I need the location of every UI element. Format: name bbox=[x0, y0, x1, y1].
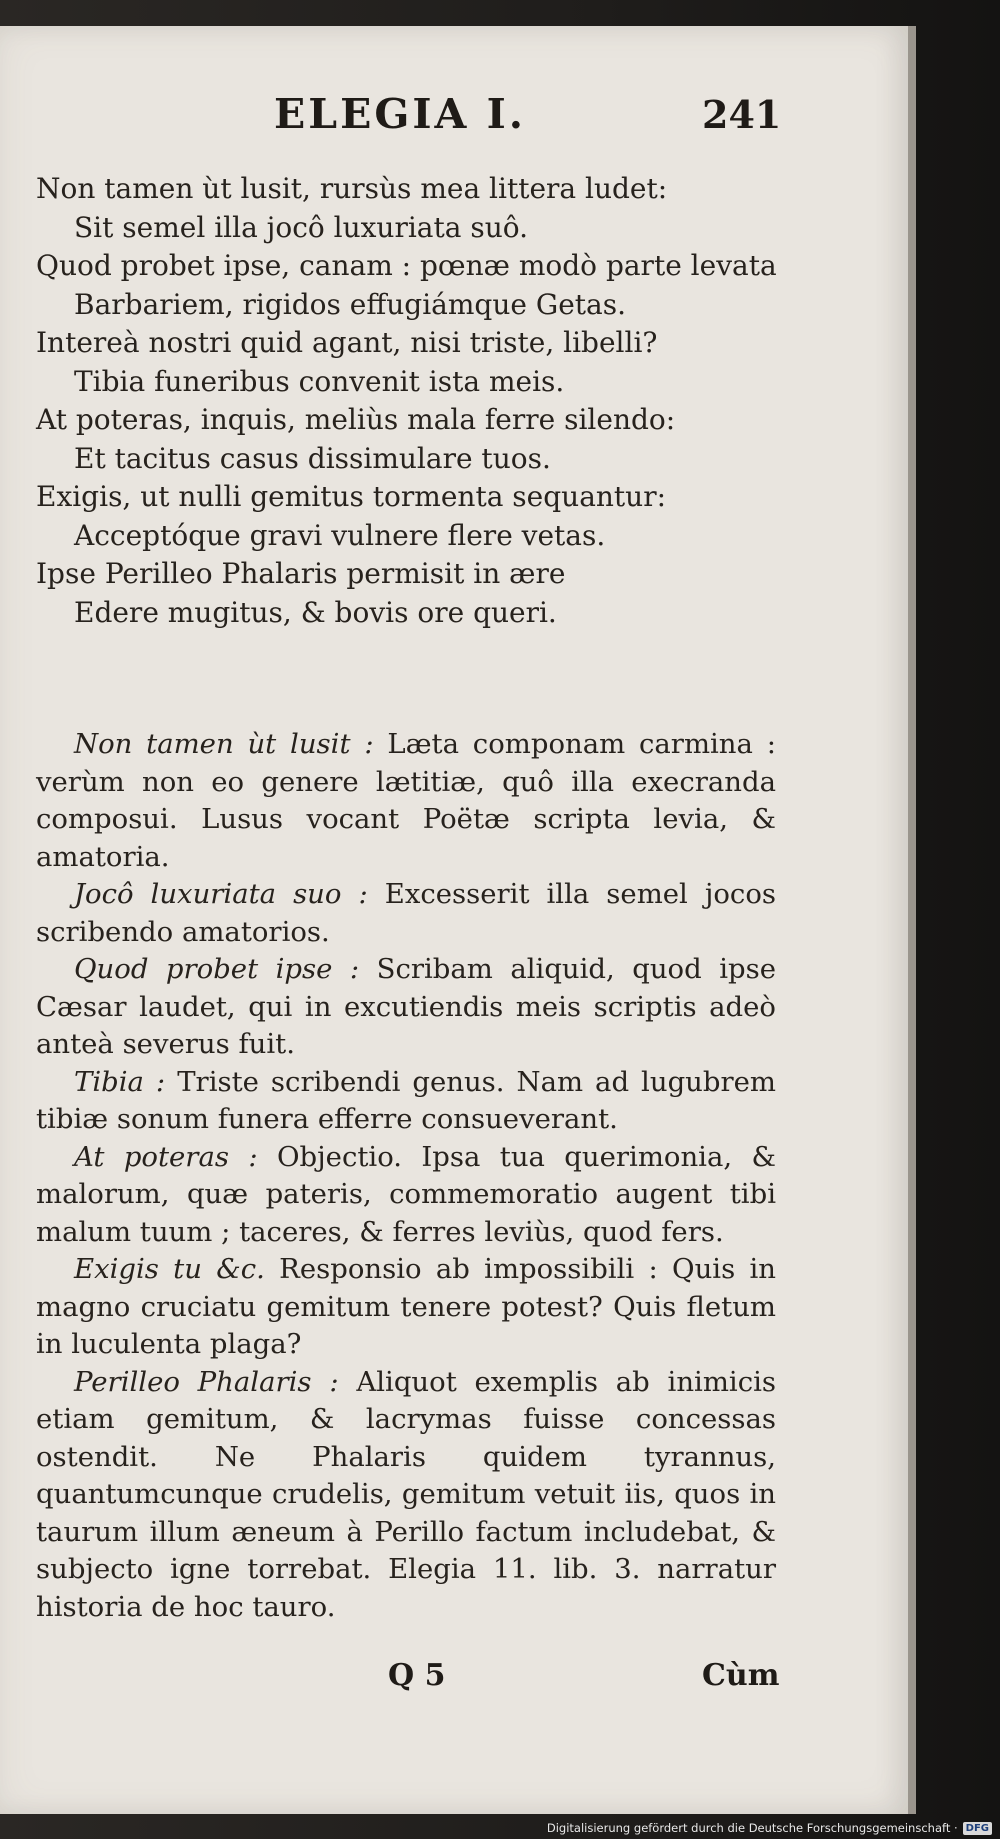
note-lemma: Tibia : bbox=[74, 1065, 166, 1098]
verse-line: Ipse Perilleo Phalaris permisit in ære bbox=[36, 557, 566, 590]
signature-mark: Q 5 bbox=[388, 1658, 446, 1693]
running-head: ELEGIA I. bbox=[274, 90, 527, 138]
verse-line: Tibia funeribus convenit ista meis. bbox=[74, 364, 565, 398]
note-lemma: Exigis tu &c. bbox=[74, 1253, 265, 1285]
verse-line: Non tamen ùt lusit, rursùs mea littera ludet: bbox=[36, 172, 668, 205]
verse-line: Intereà nostri quid agant, nisi triste, libelli? bbox=[36, 326, 658, 359]
page-number: 241 bbox=[702, 92, 782, 137]
note-lemma: Non tamen ùt lusit : bbox=[74, 728, 374, 760]
commentary-note bbox=[36, 1364, 776, 1627]
note-text: Læta componam carmina : verùm non eo genere lætitiæ, quô illa execranda composui. Lusus vocant Poëtæ scripta levia, & amatoria. bbox=[36, 728, 777, 873]
verse-line: Quod probet ipse, canam : pœnæ modò parte levata bbox=[36, 249, 777, 282]
commentary-note bbox=[36, 876, 776, 951]
note-text: Aliquot exemplis ab inimicis etiam gemitum, & lacrymas fuisse concessas ostendit. Ne Phalaris quidem tyrannus, quantumcunque crudelis, gemitum vetuit iis, quos in taurum illum æneum à Perillo factum includebat, & subjecto igne torrebat. Elegia 11. lib. 3. narratur historia de hoc tauro. bbox=[36, 1365, 777, 1623]
verse-block bbox=[36, 170, 816, 632]
verse-line: Acceptóque gravi vulnere flere vetas. bbox=[74, 518, 606, 552]
page-foot bbox=[0, 1658, 908, 1708]
page-header bbox=[0, 62, 908, 138]
note-text: Responsio ab impossibili : Quis in magno cruciatu gemitum tenere potest? Quis fletum in luculenta plaga? bbox=[36, 1253, 776, 1360]
dfg-logo: DFG bbox=[963, 1822, 992, 1835]
digitization-credit bbox=[547, 1821, 992, 1835]
commentary-note bbox=[36, 1251, 776, 1364]
page-edge bbox=[908, 26, 916, 1814]
credit-text: Digitalisierung gefördert durch die Deutsche Forschungsgemeinschaft · bbox=[546, 1821, 958, 1835]
commentary-note bbox=[36, 1064, 776, 1139]
note-text: Excesserit illa semel jocos scribendo amatorios. bbox=[36, 878, 776, 948]
commentary-note bbox=[36, 1139, 776, 1252]
verse-line: Sit semel illa jocô luxuriata suô. bbox=[74, 210, 529, 244]
note-lemma: Jocô luxuriata suo : bbox=[74, 878, 368, 910]
note-text: Objectio. Ipsa tua querimonia, & malorum, quæ pateris, commemoratio augent tibi malum tuum ; taceres, & ferres leviùs, quod fers. bbox=[36, 1140, 776, 1248]
catchword: Cùm bbox=[702, 1658, 780, 1693]
commentary-note bbox=[36, 726, 776, 876]
note-lemma: Quod probet ipse : bbox=[74, 953, 360, 985]
note-lemma: Perilleo Phalaris : bbox=[74, 1365, 339, 1398]
verse-line: Barbariem, rigidos effugiámque Getas. bbox=[74, 287, 627, 321]
verse-line: Et tacitus casus dissimulare tuos. bbox=[74, 441, 551, 475]
verse-line: Edere mugitus, & bovis ore queri. bbox=[74, 595, 557, 629]
verse-line: Exigis, ut nulli gemitus tormenta sequantur: bbox=[36, 480, 667, 513]
verse-line: At poteras, inquis, meliùs mala ferre silendo: bbox=[36, 403, 676, 436]
commentary-note bbox=[36, 951, 776, 1064]
note-text: Scribam aliquid, quod ipse Cæsar laudet, qui in excutiendis meis scriptis adeò anteà severus fuit. bbox=[36, 953, 776, 1060]
note-text: Triste scribendi genus. Nam ad lugubrem tibiæ sonum funera efferre consueverant. bbox=[36, 1065, 776, 1135]
note-lemma: At poteras : bbox=[74, 1140, 258, 1173]
commentary-block bbox=[36, 726, 776, 1626]
